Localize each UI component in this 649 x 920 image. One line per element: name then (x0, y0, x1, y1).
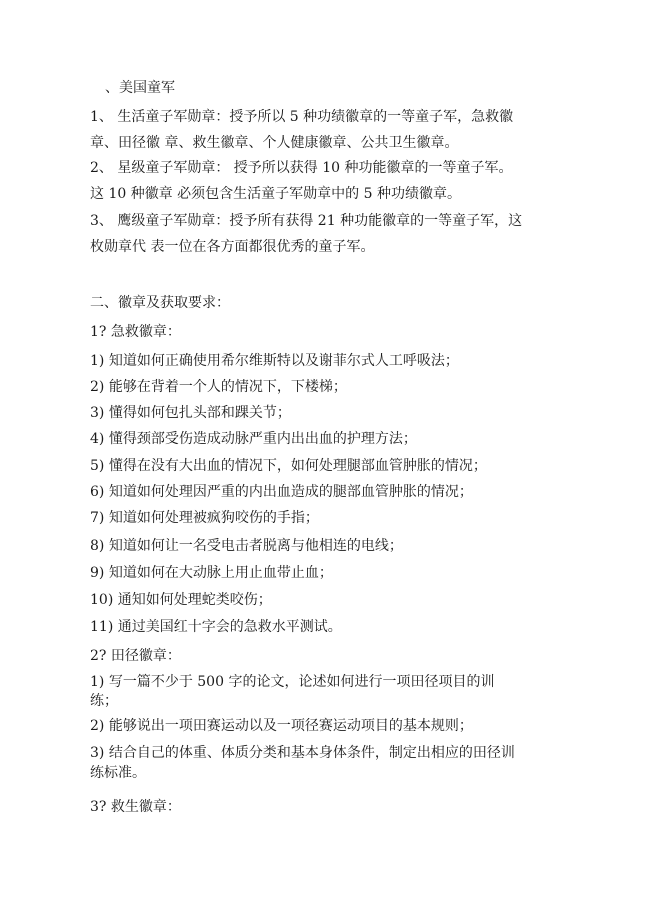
first-aid-item: 5) 懂得在没有大出血的情况下，如何处理腿部血管肿胀的情况； (90, 458, 487, 474)
track-item-2-line1: 2) 能够说出一项田赛运动以及一项径赛运动项目的基本规则； (90, 718, 473, 734)
section1-item-2-line1: 2、 星级童子军勋章： 授予所以获得 10 种功能徽章的一等童子军。 (90, 160, 513, 176)
track-item-3-line2: 练标准。 (90, 765, 146, 781)
first-aid-item: 6) 知道如何处理因严重的内出血造成的腿部血管肿胀的情况； (90, 484, 473, 500)
section1-heading: 、美国童军 (105, 80, 175, 96)
lifesaving-heading: 3? 救生徽章： (90, 799, 181, 815)
first-aid-item: 4) 懂得颈部受伤造成动脉严重内出出血的护理方法； (90, 431, 417, 447)
section1-item-1-line2: 章、田径徽 章、救生徽章、个人健康徽章、公共卫生徽章。 (90, 135, 459, 151)
section2-heading: 二、徽章及获取要求： (90, 295, 230, 311)
first-aid-item: 2) 能够在背着一个人的情况下，下楼梯； (90, 379, 347, 395)
track-item-1-line2: 练； (90, 693, 118, 709)
section1-item-1-line1: 1、 生活童子军勋章：授予所以 5 种功绩徽章的一等童子军，急救徽 (90, 109, 514, 125)
first-aid-item: 10) 通知如何处理蛇类咬伤； (90, 592, 272, 608)
first-aid-item: 11) 通过美国红十字会的急救水平测试。 (90, 619, 342, 635)
section1-item-3-line2: 枚勋章代 表一位在各方面都很优秀的童子军。 (90, 239, 375, 255)
track-item-3-line1: 3) 结合自己的体重、体质分类和基本身体条件，制定出相应的田径训 (90, 745, 515, 761)
track-item-1-line1: 1) 写一篇不少于 500 字的论文，论述如何进行一项田径项目的训 (90, 674, 495, 690)
first-aid-item: 3) 懂得如何包扎头部和踝关节； (90, 405, 291, 421)
first-aid-item: 9) 知道如何在大动脉上用止血带止血； (90, 565, 333, 581)
first-aid-item: 7) 知道如何处理被疯狗咬伤的手指； (90, 510, 319, 526)
section1-item-3-line1: 3、 鹰级童子军勋章：授予所有获得 21 种功能徽章的一等童子军，这 (90, 213, 523, 229)
first-aid-item: 8) 知道如何让一名受电击者脱离与他相连的电线； (90, 538, 403, 554)
section1-item-2-line2: 这 10 种徽章 必须包含生活童子军勋章中的 5 种功绩徽章。 (90, 186, 461, 202)
track-heading: 2? 田径徽章： (90, 648, 181, 664)
first-aid-item: 1) 知道如何正确使用希尔维斯特以及谢菲尔式人工呼吸法； (90, 353, 459, 369)
first-aid-heading: 1? 急救徽章： (90, 324, 181, 340)
